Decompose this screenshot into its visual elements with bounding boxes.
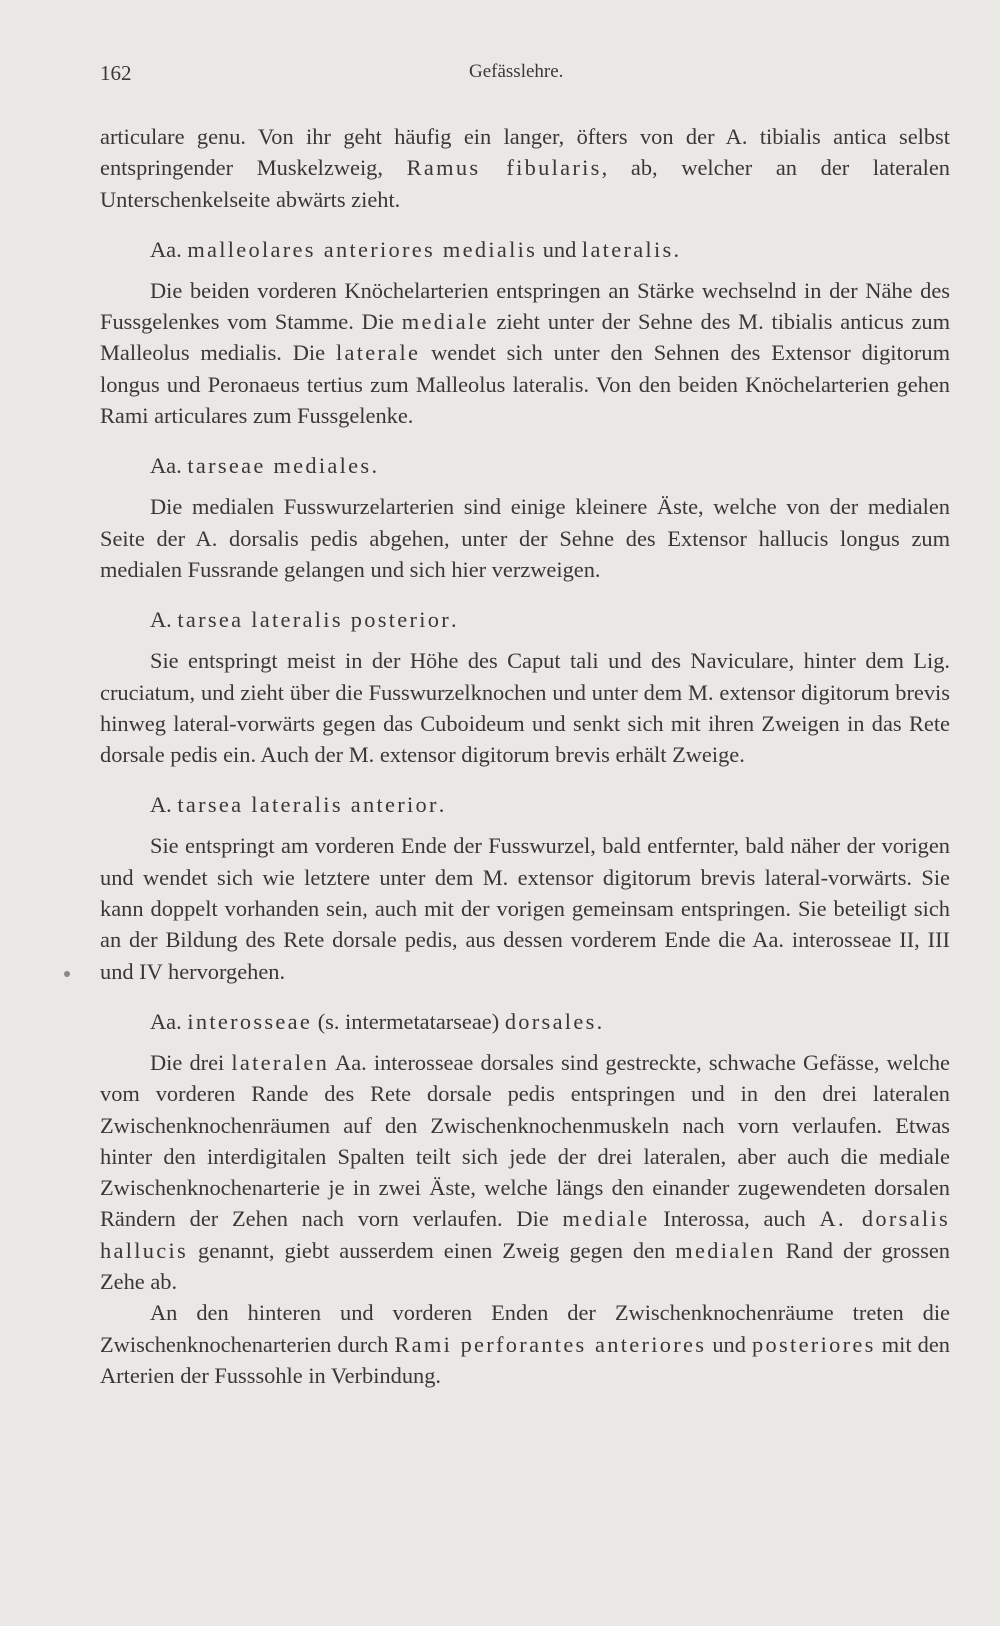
text-run: Die beiden vorderen Knöchelarterien entspringen an Stärke wechselnd in der Nähe des Fussgelenkes vom Stamme. Die [100, 277, 950, 335]
body-paragraph [100, 830, 950, 986]
spaced-term: malleolares anteriores medialis [187, 236, 538, 262]
text-run: A. [150, 607, 178, 633]
section-heading [100, 1006, 950, 1037]
spaced-term: dorsales [504, 1008, 597, 1034]
running-title: Gefässlehre. [469, 61, 564, 82]
spaced-term: lateralen [231, 1049, 330, 1075]
section-heading [100, 234, 950, 265]
text-run: , ab, welcher an der lateralen Unterschenkelseite abwärts zieht. [100, 155, 950, 212]
spaced-term: tarsea lateralis anterior [177, 792, 439, 818]
text-run: articulare genu. Von ihr geht häufig ein langer, öfters von der A. tibialis antica selbst entspringender Muskelzweig, [100, 124, 950, 181]
page-body [100, 121, 950, 1391]
text-run: Interossa, auch [649, 1206, 820, 1232]
text-run: Aa. interosseae dorsales sind gestreckte, schwache Gefässe, welche vom vorderen Rande des Rete dorsale pedis entspringen und in den drei lateralen Zwischenknochenräumen auf den Zwischenknochenmuskeln nach vorn verlaufen. Etwas hinter den interdigitalen Spalten teilt sich jede der drei lateralen, aber auch die mediale Zwischenknochenarterie je in zwei Äste, welche längs den einander zugewendeten dorsalen Rändern der Zehen nach vorn verlaufen. Die [100, 1049, 950, 1232]
spaced-term: interosseae [187, 1008, 313, 1034]
text-run: zieht unter der Sehne des M. tibialis anticus zum Malleolus medialis. Die [100, 309, 951, 366]
spaced-term: medialen [675, 1237, 776, 1263]
spaced-term: laterale [335, 340, 421, 366]
spaced-term: A. dorsalis hallucis [100, 1206, 950, 1263]
section-heading [100, 604, 950, 635]
text-run: wendet sich unter den Sehnen des Extensor digitorum longus und Peronaeus tertius zum Malleolus lateralis. Von den beiden Knöchelarterien gehen Rami articulares zum Fussgelenke. [100, 340, 951, 429]
page-number: 162 [100, 61, 132, 85]
spaced-term: posteriores [752, 1331, 876, 1357]
text-run: (s. intermetatarseae) [312, 1008, 505, 1034]
section-heading [100, 789, 950, 820]
text-run: und [706, 1331, 753, 1357]
body-paragraph [100, 1047, 950, 1297]
margin-ink-dot [64, 971, 70, 977]
text-run: . [596, 1008, 603, 1034]
section-heading [100, 450, 950, 481]
spaced-term: Rami perforantes anteriores [394, 1331, 707, 1357]
spaced-term: tarseae mediales [187, 453, 372, 479]
text-run: Aa. [150, 453, 188, 479]
body-paragraph [100, 275, 950, 431]
body-paragraph [100, 645, 950, 770]
text-run: genannt, giebt ausserdem einen Zweig gegen den [188, 1237, 676, 1263]
text-run: Die drei [150, 1049, 232, 1075]
body-paragraph [100, 121, 950, 215]
spaced-term: mediale [562, 1206, 650, 1232]
text-run: Die medialen Fusswurzelarterien sind einige kleinere Äste, welche von der medialen Seite der A. dorsalis pedis abgehen, unter der Sehne des Extensor hallucis longus zum medialen Fussrande gelangen und sich hier verzweigen. [100, 494, 950, 582]
text-run: Rand der grossen Zehe ab. [100, 1237, 950, 1295]
text-run: Sie entspringt am vorderen Ende der Fusswurzel, bald entfernter, bald näher der vorigen und wendet sich wie letztere unter dem M. extensor digitorum brevis lateral-vorwärts. Sie kann doppelt vorhanden sein, auch mit der vorigen gemeinsam entspringen. Sie beteiligt sich an der Bildung des Rete dorsale pedis, aus dessen vorderem Ende die Aa. interosseae II, III und IV hervorgehen. [100, 833, 950, 984]
text-run: . [673, 236, 680, 262]
body-paragraph [100, 491, 950, 585]
spaced-term: tarsea lateralis posterior [177, 607, 452, 633]
body-paragraph [100, 1297, 950, 1391]
text-run: . [438, 792, 445, 818]
text-run: und [537, 236, 582, 262]
text-run: Aa. [150, 1008, 188, 1034]
spaced-term: lateralis [581, 236, 674, 262]
spaced-term: Ramus fibularis [406, 155, 602, 181]
text-run: A. [150, 792, 178, 818]
text-run: Aa. [150, 236, 188, 262]
text-run: . [371, 453, 378, 479]
text-run: mit den Arterien der Fusssohle in Verbindung. [100, 1331, 950, 1388]
running-header [100, 55, 950, 95]
text-run: Sie entspringt meist in der Höhe des Caput tali und des Naviculare, hinter dem Lig. cruciatum, und zieht über die Fusswurzelknochen und unter dem M. extensor digitorum brevis hinweg lateral-vorwärts gegen das Cuboideum und senkt sich mit ihren Zweigen in das Rete dorsale pedis ein. Auch der M. extensor digitorum brevis erhält Zweige. [100, 648, 950, 768]
text-run: . [451, 607, 457, 633]
spaced-term: mediale [401, 309, 489, 335]
text-run: An den hinteren und vorderen Enden der Zwischenknochenräume treten die Zwischenknochenarterien durch [100, 1300, 950, 1357]
